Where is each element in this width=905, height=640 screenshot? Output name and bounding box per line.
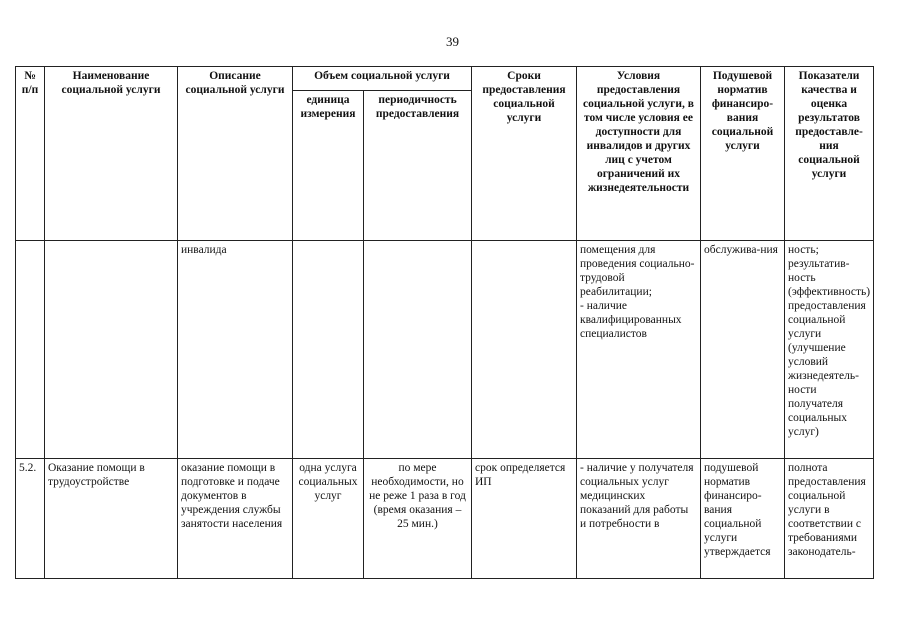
header-row-1 bbox=[16, 67, 874, 91]
row-funding: подушевой норматив финансиро-вания социальной услуги утверждается bbox=[701, 459, 785, 579]
row-name: Оказание помощи в трудоустройстве bbox=[45, 459, 178, 579]
page-number: 39 bbox=[446, 34, 459, 49]
header-num: № п/п bbox=[16, 67, 45, 241]
header-unit: единица измерения bbox=[293, 91, 364, 241]
header-terms: Сроки предоставления социальной услуги bbox=[472, 67, 577, 241]
header-funding: Подушевой норматив финансиро-вания социальной услуги bbox=[701, 67, 785, 241]
table-row bbox=[16, 241, 874, 459]
row-periodicity: по мере необходимости, но не реже 1 раза в год (время оказания – 25 мин.) bbox=[364, 459, 472, 579]
header-periodicity: периодичность предоставления bbox=[364, 91, 472, 241]
row-description: инвалида bbox=[178, 241, 293, 459]
header-conditions: Условия предоставления социальной услуги, в том числе условия ее доступности для инвалидов и других лиц с учетом ограничений их жизнедеятельности bbox=[577, 67, 701, 241]
table-row bbox=[16, 459, 874, 579]
row-terms bbox=[472, 241, 577, 459]
row-funding: обслужива-ния bbox=[701, 241, 785, 459]
row-unit bbox=[293, 241, 364, 459]
row-indicators: ность; результатив-ность (эффективность) предоставления социальной услуги (улучшение условий жизнедеятель-ности получателя социальных услуг) bbox=[785, 241, 874, 459]
row-unit: одна услуга социальных услуг bbox=[293, 459, 364, 579]
row-terms: срок определяется ИП bbox=[472, 459, 577, 579]
row-num bbox=[16, 241, 45, 459]
row-periodicity bbox=[364, 241, 472, 459]
header-volume: Объем социальной услуги bbox=[293, 67, 472, 91]
row-num: 5.2. bbox=[16, 459, 45, 579]
services-table bbox=[15, 66, 874, 579]
row-name bbox=[45, 241, 178, 459]
row-description: оказание помощи в подготовке и подаче документов в учреждения службы занятости населения bbox=[178, 459, 293, 579]
header-name: Наименование социальной услуги bbox=[45, 67, 178, 241]
row-conditions: помещения для проведения социально-трудовой реабилитации; - наличие квалифицированных специалистов bbox=[577, 241, 701, 459]
row-indicators: полнота предоставления социальной услуги в соответствии с требованиями законодатель- bbox=[785, 459, 874, 579]
header-indicators: Показатели качества и оценка результатов предоставле-ния социальной услуги bbox=[785, 67, 874, 241]
header-description: Описание социальной услуги bbox=[178, 67, 293, 241]
row-conditions: - наличие у получателя социальных услуг медицинских показаний для работы и потребности в bbox=[577, 459, 701, 579]
